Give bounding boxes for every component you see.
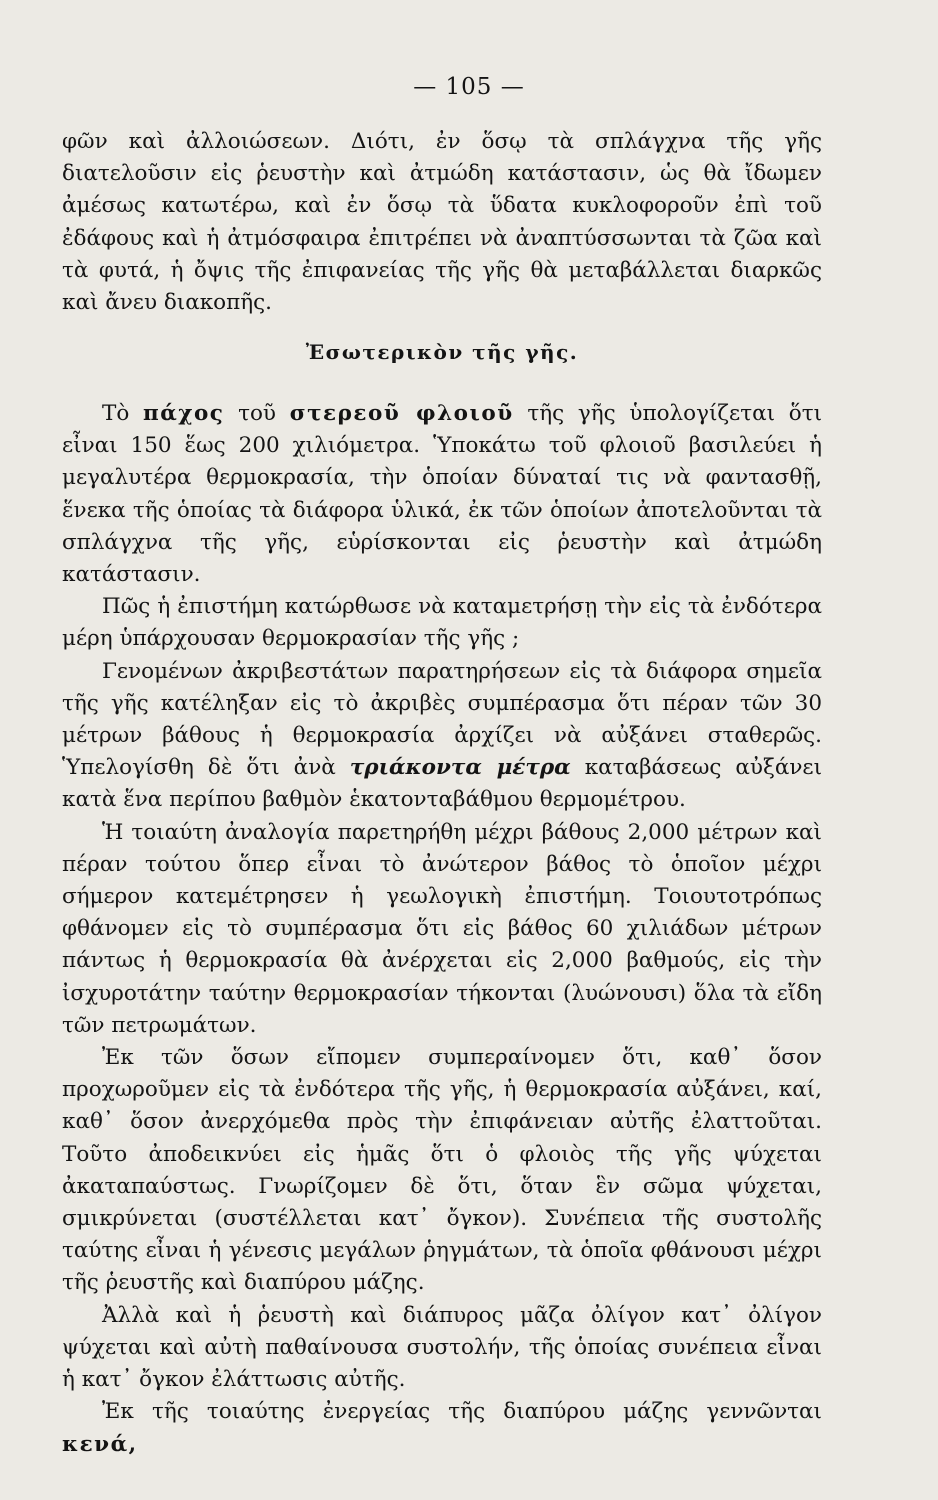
- page-number: — 105 —: [413, 74, 525, 100]
- paragraph-4-text-b: καταβάσεως αὐξάνει κατὰ ἕνα περίπου βαθμὸν ἑκατονταβάθμου θερμομέτρου.: [62, 755, 822, 813]
- paragraph-6: Ἐκ τῶν ὅσων εἴπομεν συμπεραίνομεν ὅτι, καθ᾽ ὅσον προχωροῦμεν εἰς τὰ ἐνδότερα τῆς γῆς, ἡ θερμοκρασία αὐξάνει, καί, καθ᾽ ὅσον ἀνερχόμεθα πρὸς τὴν ἐπιφάνειαν αὐτῆς ἐλαττοῦται. Τοῦτο ἀποδεικνύει εἰς ἡμᾶς ὅτι ὁ φλοιὸς τῆς γῆς ψύχεται ἀκαταπαύστως. Γνωρίζομεν δὲ ὅτι, ὅταν ἓν σῶμα ψύχεται, σμικρύνεται (συστέλλεται κατ᾽ ὄγκον). Συνέπεια τῆς συστολῆς ταύτης εἶναι ἡ γένεσις μεγάλων ῥηγμάτων, τὰ ὁποῖα φθάνουσι μέχρι τῆς ῥευστῆς καὶ διαπύρου μάζης.: [62, 1045, 822, 1296]
- emphasis-solid-crust: στερεοῦ φλοιοῦ: [289, 401, 514, 426]
- paragraph-5: Ἡ τοιαύτη ἀναλογία παρετηρήθη μέχρι βάθους 2,000 μέτρων καὶ πέραν τούτου ὅπερ εἶναι τὸ ἀνώτερον βάθος τὸ ὁποῖον μέχρι σήμερον κατεμέτρησεν ἡ γεωλογικὴ ἐπιστήμη. Τοιουτοτρόπως φθάνομεν εἰς τὸ συμπέρασμα ὅτι εἰς βάθος 60 χιλιάδων μέτρων πάντως ἡ θερμοκρασία θὰ ἀνέρχεται εἰς 2,000 βαθμούς, εἰς τὴν ἰσχυροτάτην ταύτην θερμοκρασίαν τήκονται (λυώνουσι) ὅλα τὰ εἴδη τῶν πετρωμάτων.: [62, 819, 822, 1038]
- paragraph-8: [62, 1396, 822, 1460]
- text-block-top: [62, 126, 822, 319]
- paragraph-2: [62, 398, 822, 591]
- paragraph-2-text-c: τῆς γῆς ὑπολογίζεται ὅτι εἶναι 150 ἕως 200 χιλιόμετρα. Ὑποκάτω τοῦ φλοιοῦ βασιλεύει ἡ μεγαλυτέρα θερμοκρασία, τὴν ὁποίαν δύναταί τις νὰ φαντασθῇ, ἕνεκα τῆς ὁποίας τὰ διάφορα ὑλικά, ἐκ τῶν ὁποίων ἀποτελοῦνται τὰ σπλάγχνα τῆς γῆς, εὑρίσκονται εἰς ῥευστὴν καὶ ἀτμώδη κατάστασιν.: [62, 401, 823, 588]
- paragraph-7: Ἀλλὰ καὶ ἡ ῥευστὴ καὶ διάπυρος μᾶζα ὀλίγον κατ᾽ ὀλίγον ψύχεται καὶ αὐτὴ παθαίνουσα συστολήν, τῆς ὁποίας συνέπεια εἶναι ἡ κατ᾽ ὄγκον ἐλάττωσις αὐτῆς.: [62, 1302, 822, 1393]
- paragraph-4: [62, 656, 822, 817]
- paragraph-8-text: Ἐκ τῆς τοιαύτης ἐνεργείας τῆς διαπύρου μάζης γεννῶνται: [102, 1399, 822, 1425]
- paragraph-1: φῶν καὶ ἀλλοιώσεων. Διότι, ἐν ὅσῳ τὰ σπλάγχνα τῆς γῆς διατελοῦσιν εἰς ῥευστὴν καὶ ἀτμώδη κατάστασιν, ὡς θὰ ἴδωμεν ἀμέσως κατωτέρω, καὶ ἐν ὅσῳ τὰ ὕδατα κυκλοφοροῦν ἐπὶ τοῦ ἐδάφους καὶ ἡ ἀτμόσφαιρα ἐπιτρέπει νὰ ἀναπτύσσωνται τὰ ζῶα καὶ τὰ φυτά, ἡ ὄψις τῆς ἐπιφανείας τῆς γῆς θὰ μεταβάλλεται διαρκῶς καὶ ἄνευ διακοπῆς.: [62, 129, 822, 316]
- paragraph-2-text-a: Τὸ: [102, 401, 144, 426]
- paragraph-4-text-a: Γενομένων ἀκριβεστάτων παρατηρήσεων εἰς τὰ διάφορα σημεῖα τῆς γῆς κατέληξαν εἰς τὸ ἀκριβὲς συμπέρασμα ὅτι πέραν τῶν 30 μέτρων βάθους ἡ θερμοκρασία ἀρχίζει νὰ αὐξάνει σταθερῶς. Ὑπελογίσθη δὲ ὅτι ἀνὰ: [62, 658, 822, 781]
- emphasis-thickness: πάχος: [143, 401, 225, 426]
- section-heading: Ἐσωτερικὸν τῆς γῆς.: [305, 340, 579, 364]
- paragraph-3: Πῶς ἡ ἐπιστήμη κατώρθωσε νὰ καταμετρήσῃ τὴν εἰς τὰ ἐνδότερα μέρη ὑπάρχουσαν θερμοκρασίαν τῆς γῆς ;: [62, 594, 822, 652]
- paragraph-2-text-b: τοῦ: [224, 401, 290, 426]
- emphasis-thirty-meters: τριάκοντα μέτρα: [349, 755, 571, 781]
- emphasis-voids: κενά,: [62, 1431, 138, 1457]
- section-heading-block: [62, 332, 822, 372]
- text-block-main: [62, 398, 822, 1461]
